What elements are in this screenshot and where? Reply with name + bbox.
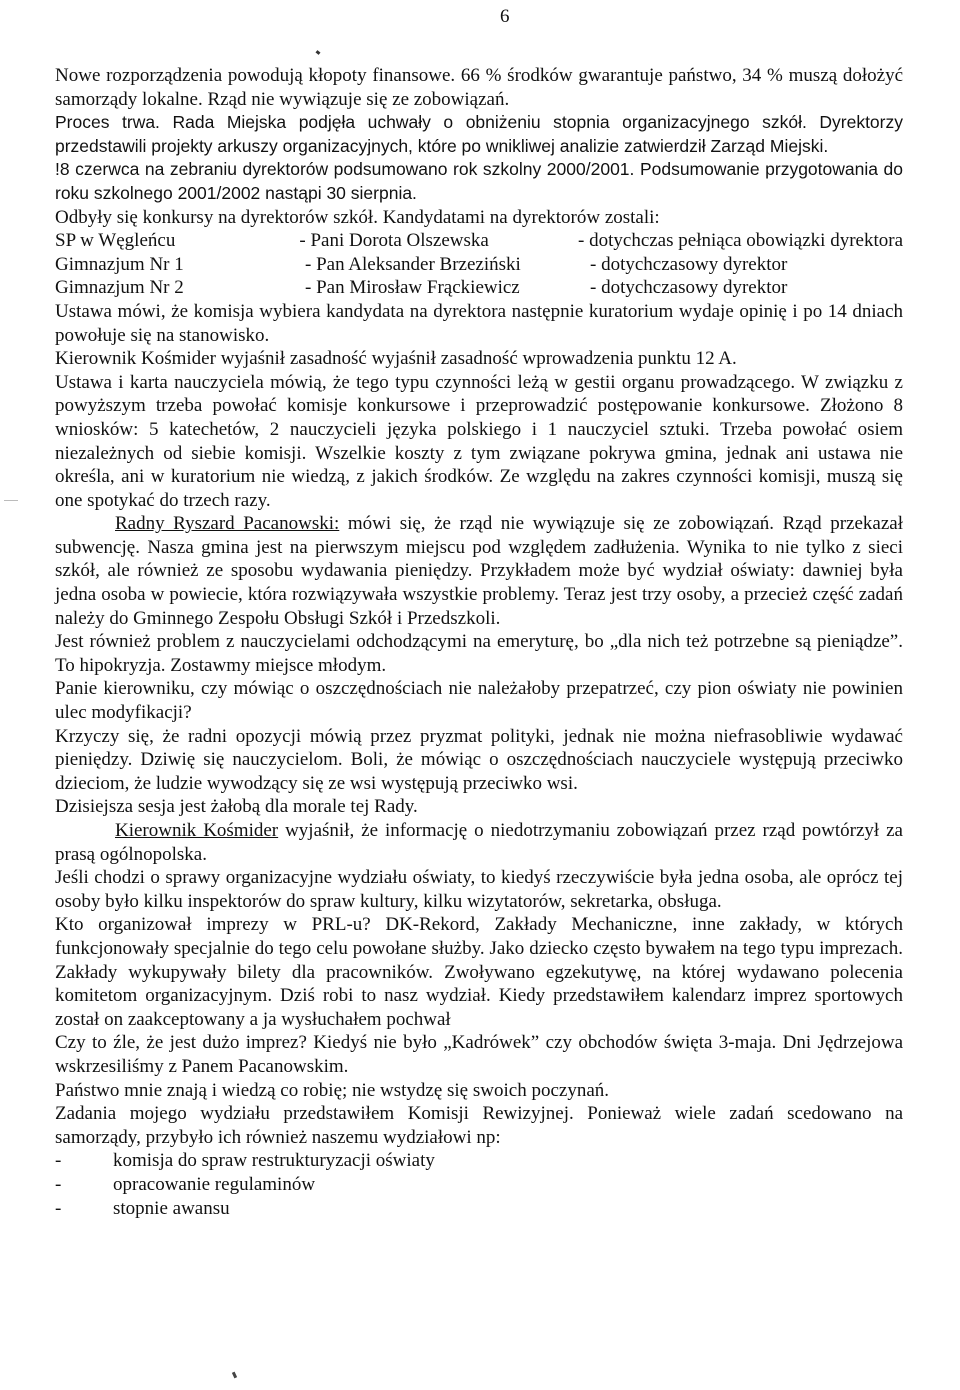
paragraph-school-organization: Proces trwa. Rada Miejska podjęła uchwały o obniżeniu stopnia organizacyjnego szkół. Dyrektorzy przedstawili projekty arkuszy organizacyjnych, które po wnikliwej analizie zatwierdził Zarząd Miejski. [55,112,903,156]
ink-mark [232,1372,237,1379]
candidate-name: - Pani Dorota Olszewska [299,230,489,252]
paragraph-pacanowski-statement [55,512,903,630]
paragraph-question-to-manager: Panie kierowniku, czy mówiąc o oszczędnościach nie należałoby przepatrzeć, czy pion oświaty nie powinien ulec modyfikacji? [55,678,903,724]
list-item [55,1173,903,1197]
list-dash: - [55,1173,62,1195]
list-item-text: komisja do spraw restrukturyzacji oświaty [113,1150,435,1172]
list-item [55,1149,903,1173]
list-item-text: opracowanie regulaminów [113,1173,316,1195]
paragraph-kosmider-statement [55,819,903,866]
candidate-school: Gimnazjum Nr 2 [55,277,184,299]
paragraph-funding: Nowe rozporządzenia powodują kłopoty finansowe. 66 % środków gwarantuje państwo, 34 % muszą dołożyć samorządy lokalne. Rząd nie wywiązuje się ze zobowiązań. [55,65,903,110]
paragraph-director-contests: Odbyły się konkursy na dyrektorów szkół. Kandydatami na dyrektorów zostali: [55,206,660,228]
statement-text: wyjaśnił, że informację o niedotrzymaniu zobowiązań przez rząd powtórzył za prasą ogólnopolska. [55,820,903,865]
paragraph-not-ashamed: Państwo mnie znają i wiedzą co robię; nie wstydzę się swoich poczynań. [55,1079,609,1101]
paragraph-prl-events: Kto organizował imprezy w PRL-u? DK-Rekord, Zakłady Mechaniczne, inne zakłady, w których funkcjonowały specjalnie do tego celu powołane służby. Jako dziecko często bywałem na tego typu imprezach. Zakłady wykupywały bilety dla pracowników. Zwoływano egzekutywę, na której wydawano polecenia komitetom organizacyjnym. Dziś robi to nasz wydział. Kiedy przedstawiłem kalendarz imprez sportowych został on zaakceptowany a ja wysłuchałem pochwał [55,914,903,1030]
paragraph-department-staff: Jeśli chodzi o sprawy organizacyjne wydziału oświaty, to kiedyś rzeczywiście była jedna osoba, ale oprócz tej osoby było kilku inspektorów do spraw kultury, kilku wizytatorów, sekretarka, obsługa. [55,867,903,912]
paragraph-many-events: Czy to źle, że jest dużo imprez? Kiedyś nie było „Kadrówek” czy obchodów święta 3-maja. Dni Jędrzejowa wskrzesiliśmy z Panem Pacanowskim. [55,1032,903,1077]
statement-text: mówi się, że rząd nie wywiązuje się ze zobowiązań. Rząd przekazał subwencję. Nasza gmina jest na pierwszym miejscu pod względem zadłużenia. Wynika to nie tylko z sieci szkół, ale również ze sposobu wydawania pieniędzy. Przykładem może być wydział oświaty: dawniej była jedna osoba w powiecie, która rozwiązywała wszystkie problemy. Teraz jest trzy osoby, a przecież część zadań należy do Gminnego Zespołu Obsługi Szkół i Przedszkoli. [55,513,903,629]
candidate-role: - dotychczasowy dyrektor [590,277,788,299]
paragraph-opposition: Krzyczy się, że radni opozycji mówią przez pryzmat polityki, jednak nie można niefrasobliwie wydawać pieniędzy. Dziwię się nauczycielom. Boli, że mówiąc o oszczędnościach nauczyciele występują przeciwko dzieciom, że ludzie wywodzący się ze wsi występują przeciwko wsi. [55,725,903,794]
paragraph-retiring-teachers: Jest również problem z nauczycielami odchodzącymi na emeryturę, bo „dla nich też potrzebne są pieniądze”. To hipokryzja. Zostawmy miejsce młodym. [55,631,903,676]
paragraph-school-year-summary: !8 czerwca na zebraniu dyrektorów podsumowano rok szkolny 2000/2001. Podsumowanie przygotowania do roku szkolnego 2001/2002 nastąpi 30 sierpnia. [55,159,903,203]
paragraph-department-tasks: Zadania mojego wydziału przedstawiłem Komisji Rewizyjnej. Ponieważ wiele zadań scedowano na samorządy, przybyło ich również naszemu wydziałowi np: [55,1103,903,1148]
paragraph-statute-commission: Ustawa mówi, że komisja wybiera kandydata na dyrektora następnie kuratorium wydaje opinię i po 14 dniach powołuje się na stanowisko. [55,300,903,346]
document-body [55,64,903,1220]
candidate-row [55,253,903,277]
candidate-row [55,229,903,253]
speaker-name: Kierownik Kośmider [115,820,279,841]
paragraph-mourning: Dzisiejsza sesja jest żałobą dla morale tej Rady. [55,796,418,818]
ink-mark [316,50,321,55]
list-item-text: stopnie awansu [113,1197,230,1219]
candidate-school: Gimnazjum Nr 1 [55,253,184,275]
speaker-name: Radny Ryszard Pacanowski: [115,513,340,535]
candidate-role: - dotychczas pełniąca obowiązki dyrektora [578,230,903,252]
candidate-row [55,276,903,300]
candidate-name: - Pan Aleksander Brzeziński [305,253,521,275]
list-dash: - [55,1150,62,1172]
page-number: 6 [500,6,510,27]
paragraph-contest-commissions: Ustawa i karta nauczyciela mówią, że tego typu czynności leżą w gestii organu prowadzącego. W związku z powyższym trzeba powołać komisje konkursowe i przeprowadzić postępowanie konkursowe. Złożono 8 wniosków: 5 katechetów, 2 nauczycieli języka polskiego i 1 nauczyciel sztuki. Trzeba powołać osiem niezależnych od siebie komisji. Wszelkie koszty z tym związane pokrywa gmina, jednak ani ustawa nie określa, ani w kuratorium nie wiedzą, z jakich środków. Ze względu na zakres czynności komisji, muszą się one spotykać do trzech razy. [55,371,903,511]
paragraph-point-12a: Kierownik Kośmider wyjaśnił zasadność wyjaśnił zasadność wprowadzenia punktu 12 A. [55,348,737,370]
candidate-name: - Pan Mirosław Frąckiewicz [305,277,520,299]
margin-mark [4,500,18,501]
candidate-role: - dotychczasowy dyrektor [590,253,788,275]
list-item [55,1197,903,1221]
list-dash: - [55,1197,62,1219]
candidate-school: SP w Węgleńcu [55,230,176,252]
candidates-list [55,229,903,300]
tasks-list [55,1149,903,1220]
